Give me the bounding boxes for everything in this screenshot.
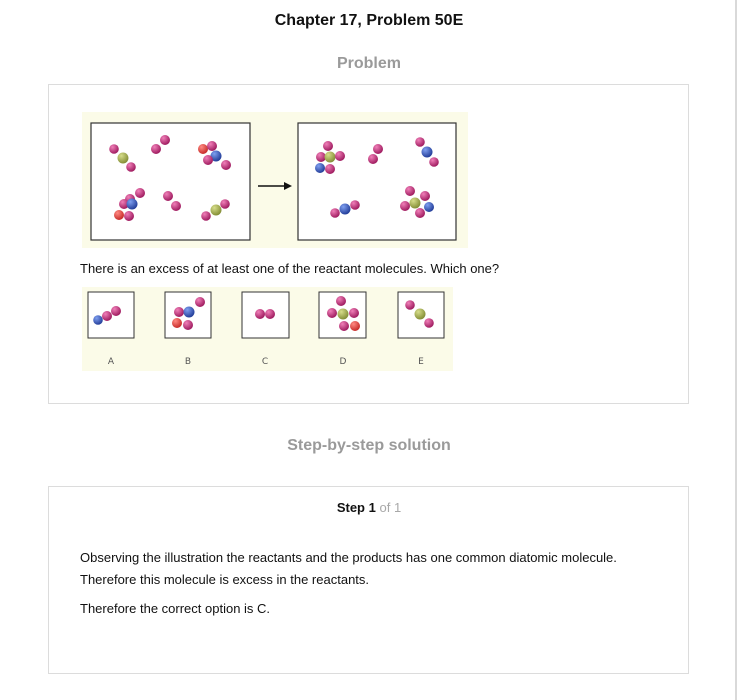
option-a-label: A: [107, 357, 115, 367]
option-c: [242, 292, 289, 367]
option-e: [398, 292, 444, 367]
solution-paragraph-1: Observing the illustration the reactants and the products has one common diatomic molecule. Therefore this molecule is excess in the reactants.: [80, 550, 617, 587]
option-c-label: C: [261, 357, 269, 367]
option-d-label: D: [339, 357, 347, 367]
products-box: [298, 123, 456, 240]
option-b: [165, 292, 211, 367]
step-total: of 1: [379, 500, 402, 515]
reaction-arrow-icon: [258, 182, 292, 190]
reaction-illustration: [82, 112, 468, 248]
option-e-label: E: [418, 357, 424, 367]
answer-options-diagram: [82, 287, 453, 371]
solution-paragraph-2: Therefore the correct option is C.: [80, 601, 271, 616]
step-heading: [0, 500, 738, 515]
option-a: [88, 292, 134, 367]
option-d: [319, 292, 366, 367]
solution-heading: Step-by-step solution: [287, 437, 451, 454]
step-number: 1: [368, 500, 376, 515]
step-label: Step: [336, 500, 365, 515]
answer-options-figure: [82, 287, 453, 371]
question-text: There is an excess of at least one of the reactant molecules. Which one?: [80, 261, 500, 276]
reaction-diagram: [82, 112, 468, 248]
reactants-box: [91, 123, 250, 240]
option-b-label: B: [184, 357, 192, 367]
problem-heading: Problem: [336, 55, 401, 72]
page-title: Chapter 17, Problem 50E: [274, 12, 464, 29]
right-border: [735, 0, 737, 700]
